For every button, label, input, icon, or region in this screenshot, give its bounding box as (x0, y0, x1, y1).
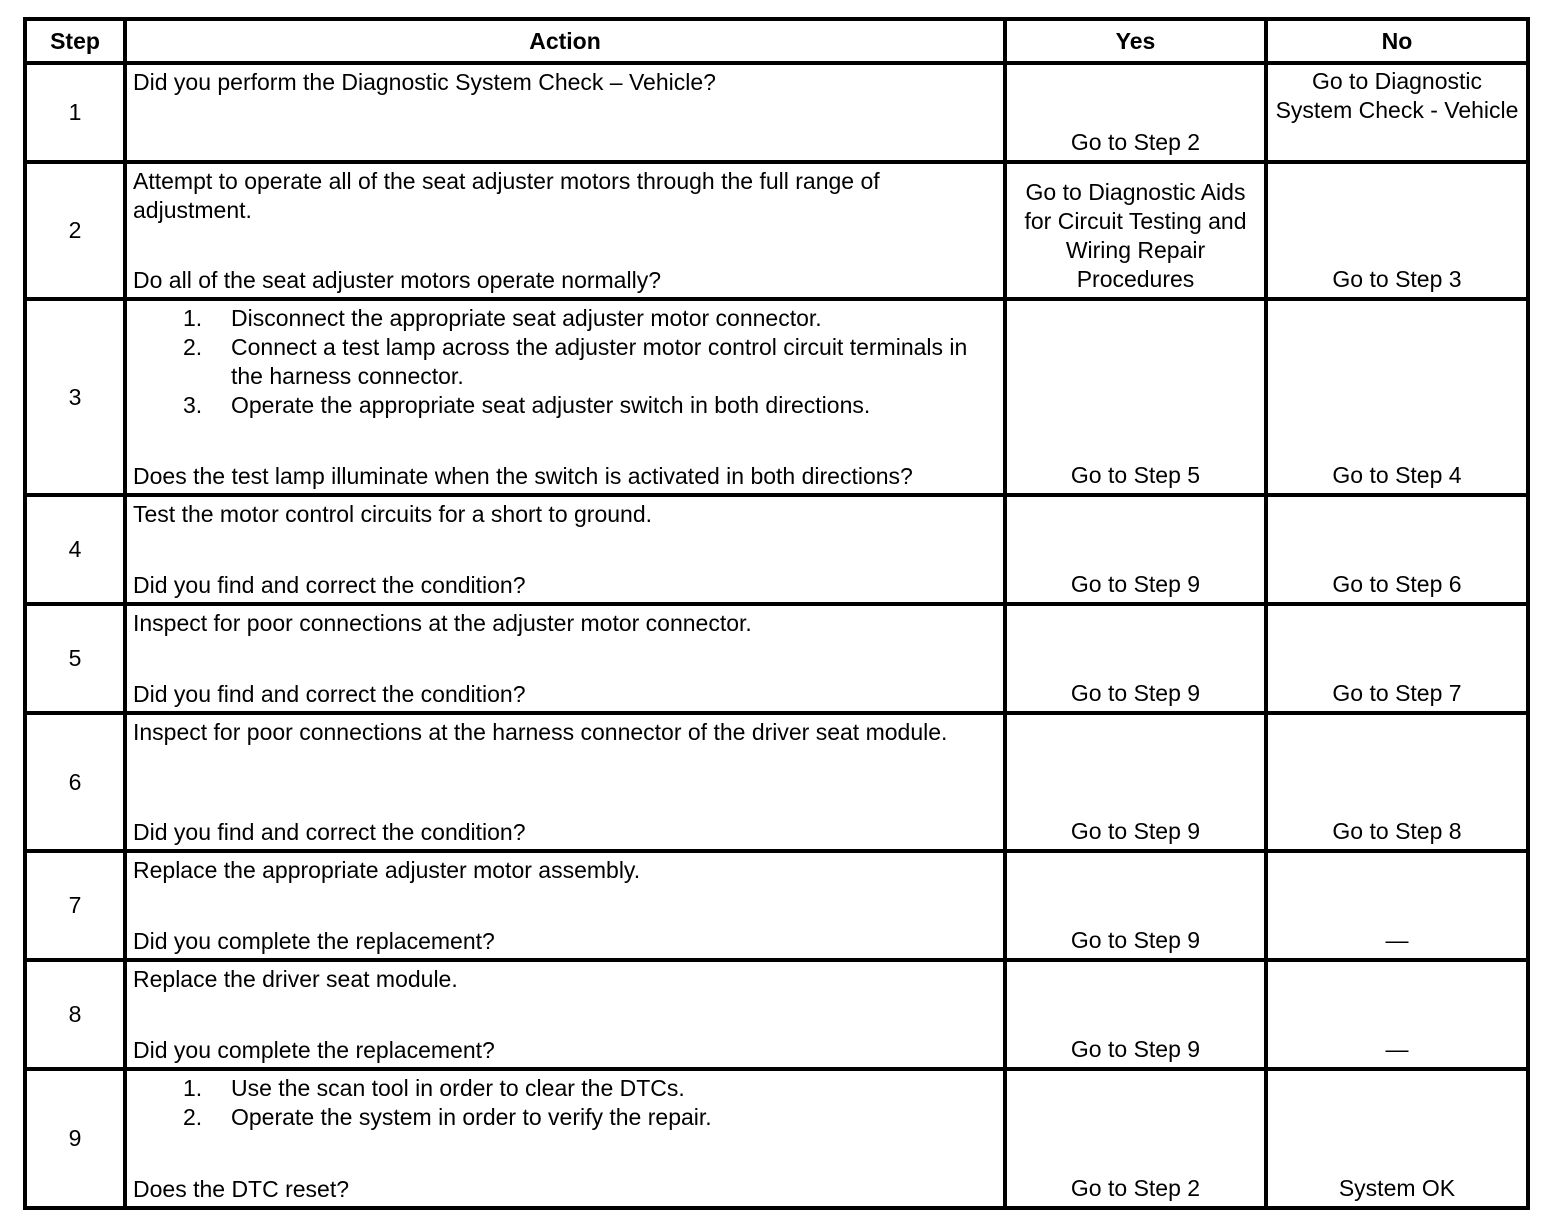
action-question: Did you find and correct the condition? (133, 572, 526, 598)
yes-result: Go to Step 9 (1070, 927, 1201, 953)
yes-cell (1005, 851, 1266, 960)
action-text: Did you perform the Diagnostic System Check – Vehicle? (133, 69, 716, 95)
table-row (25, 713, 1528, 851)
step-number-text: 5 (68, 645, 82, 671)
yes-cell (1005, 299, 1266, 495)
action-question: Do all of the seat adjuster motors operate normally? (133, 267, 661, 293)
step-number (25, 960, 125, 1069)
step-number (25, 604, 125, 713)
list-item (133, 333, 997, 391)
list-item-number: 1. (183, 305, 203, 331)
list-item-text: Operate the appropriate seat adjuster switch in both directions. (231, 392, 871, 418)
table-body (25, 63, 1528, 1208)
action-cell (125, 162, 1005, 299)
no-result: — (1385, 927, 1409, 953)
step-number (25, 1069, 125, 1208)
action-question: Does the DTC reset? (133, 1176, 350, 1202)
list-item (133, 391, 997, 420)
yes-cell (1005, 604, 1266, 713)
list-item-text: Connect a test lamp across the adjuster motor control circuit terminals in the harness connector. (231, 334, 968, 389)
no-result: Go to Step 8 (1332, 818, 1462, 844)
no-cell (1266, 604, 1528, 713)
table-row (25, 1069, 1528, 1208)
step-number (25, 162, 125, 299)
no-result: Go to Step 4 (1332, 462, 1462, 488)
list-item-number: 3. (183, 392, 203, 418)
step-number (25, 851, 125, 960)
yes-result: Go to Step 9 (1070, 571, 1201, 597)
step-number-text: 6 (68, 768, 82, 795)
yes-result: Go to Step 2 (1070, 1175, 1201, 1201)
step-number (25, 713, 125, 851)
yes-cell (1005, 162, 1266, 299)
list-item (133, 1074, 997, 1103)
no-cell (1266, 63, 1528, 162)
action-question: Did you complete the replacement? (133, 928, 495, 954)
header-action: Action (125, 19, 1005, 63)
table-row (25, 299, 1528, 495)
no-result: System OK (1338, 1175, 1456, 1201)
no-cell (1266, 1069, 1528, 1208)
yes-result: Go to Step 9 (1070, 818, 1201, 844)
action-text: Inspect for poor connections at the harness connector of the driver seat module. (133, 719, 948, 745)
no-cell (1266, 495, 1528, 604)
no-cell (1266, 299, 1528, 495)
table-row (25, 851, 1528, 960)
step-number-text: 7 (68, 892, 82, 918)
step-number-text: 8 (68, 1001, 82, 1027)
action-cell (125, 1069, 1005, 1208)
action-steps-list (133, 1074, 997, 1132)
yes-cell (1005, 495, 1266, 604)
no-result: Go to Diagnostic System Check - Vehicle (1275, 68, 1519, 123)
action-text: Test the motor control circuits for a short to ground. (133, 501, 653, 527)
table-row (25, 495, 1528, 604)
header-step: Step (25, 19, 125, 63)
no-result: — (1385, 1036, 1409, 1062)
yes-result: Go to Step 9 (1070, 680, 1201, 706)
list-item-number: 2. (183, 1104, 203, 1130)
step-number (25, 495, 125, 604)
action-cell (125, 63, 1005, 162)
yes-cell (1005, 713, 1266, 851)
yes-cell (1005, 960, 1266, 1069)
list-item-text: Disconnect the appropriate seat adjuster motor connector. (231, 305, 822, 331)
header-yes: Yes (1005, 19, 1266, 63)
action-cell (125, 604, 1005, 713)
table-row (25, 162, 1528, 299)
action-text: Attempt to operate all of the seat adjuster motors through the full range of adjustment. (133, 168, 880, 223)
no-cell (1266, 851, 1528, 960)
header-row (25, 19, 1528, 63)
step-number-text: 2 (68, 217, 82, 243)
table-row (25, 63, 1528, 162)
list-item-number: 2. (183, 334, 203, 360)
step-number-text: 9 (68, 1125, 82, 1151)
step-number (25, 63, 125, 162)
yes-result: Go to Diagnostic Aids for Circuit Testing and Wiring Repair Procedures (1024, 179, 1247, 292)
yes-cell (1005, 1069, 1266, 1208)
action-question: Did you complete the replacement? (133, 1037, 495, 1063)
no-cell (1266, 713, 1528, 851)
yes-result: Go to Step 9 (1070, 1036, 1201, 1062)
no-cell (1266, 162, 1528, 299)
action-text: Inspect for poor connections at the adjuster motor connector. (133, 610, 752, 636)
step-number-text: 4 (68, 536, 82, 562)
action-cell (125, 299, 1005, 495)
list-item-text: Use the scan tool in order to clear the DTCs. (231, 1075, 685, 1101)
list-item (133, 304, 997, 333)
step-number-text: 3 (68, 383, 82, 410)
step-number-text: 1 (68, 99, 82, 125)
no-cell (1266, 960, 1528, 1069)
yes-cell (1005, 63, 1266, 162)
action-text: Replace the appropriate adjuster motor assembly. (133, 857, 641, 883)
list-item-text: Operate the system in order to verify the repair. (231, 1104, 712, 1130)
yes-result: Go to Step 2 (1070, 129, 1201, 155)
action-question: Did you find and correct the condition? (133, 819, 526, 845)
action-cell (125, 713, 1005, 851)
action-question: Did you find and correct the condition? (133, 681, 526, 707)
list-item-number: 1. (183, 1075, 203, 1101)
header-no: No (1266, 19, 1528, 63)
action-question: Does the test lamp illuminate when the switch is activated in both directions? (133, 463, 913, 489)
yes-result: Go to Step 5 (1070, 462, 1201, 488)
step-number (25, 299, 125, 495)
action-cell (125, 960, 1005, 1069)
action-cell (125, 495, 1005, 604)
no-result: Go to Step 6 (1332, 571, 1462, 597)
action-cell (125, 851, 1005, 960)
action-steps-list (133, 304, 997, 420)
diagnostic-table (23, 17, 1530, 1210)
no-result: Go to Step 7 (1332, 680, 1462, 706)
table-row (25, 960, 1528, 1069)
table-row (25, 604, 1528, 713)
action-text: Replace the driver seat module. (133, 966, 458, 992)
no-result: Go to Step 3 (1332, 266, 1462, 292)
list-item (133, 1103, 997, 1132)
